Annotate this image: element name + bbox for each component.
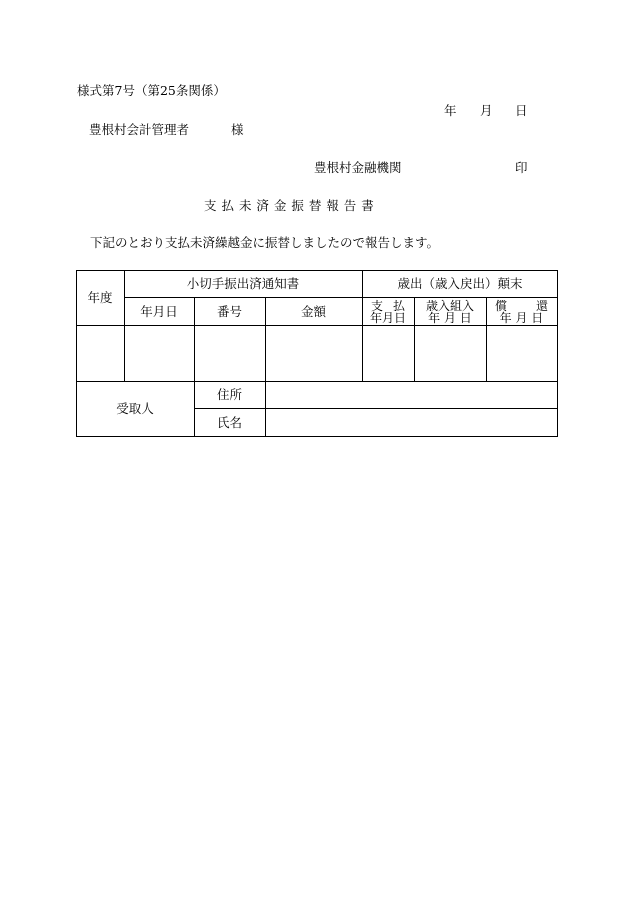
- header-repay-a: 償: [495, 299, 508, 313]
- header-treasury-record: 歳出（歳入戻出）顛末: [397, 276, 523, 291]
- header-revenue-date: [414, 298, 486, 326]
- name-label: 氏名: [216, 414, 242, 430]
- seal-mark: 印: [515, 160, 528, 175]
- date-day-label: 日: [515, 103, 528, 118]
- header-repay-b: 還: [535, 299, 548, 313]
- header-revenue-a: 歳入組入: [425, 299, 474, 313]
- header-revenue-b: 年 月 日: [428, 311, 472, 325]
- document-title: 支 払 未 済 金 振 替 報 告 書: [204, 198, 375, 213]
- header-number: 番号: [216, 303, 242, 319]
- sender-name: 豊根村金融機関: [314, 160, 402, 175]
- recipient-label: 受取人: [116, 401, 154, 416]
- addressee-name: 豊根村会計管理者: [89, 122, 190, 137]
- header-payment-b: 払: [392, 299, 405, 313]
- header-fiscal-year: 年度: [87, 290, 113, 305]
- body-text: 下記のとおり支払未済繰越金に振替しましたので報告します。: [90, 235, 440, 250]
- header-payment-c: 年月日: [369, 311, 406, 325]
- header-payment-a: 支: [371, 299, 384, 313]
- header-check-notice: 小切手振出済通知書: [186, 276, 300, 291]
- header-amount: 金額: [300, 303, 326, 319]
- date-year-label: 年: [444, 103, 457, 118]
- address-label: 住所: [216, 387, 242, 402]
- header-payment-date: [362, 298, 414, 326]
- form-number-label: 様式第7号（第25条関係）: [77, 83, 226, 98]
- header-date: 年月日: [140, 303, 178, 319]
- header-repay-c: 年 月 日: [499, 311, 544, 325]
- date-month-label: 月: [480, 103, 493, 118]
- header-repayment-date: [486, 298, 557, 326]
- addressee-honorific: 様: [231, 122, 244, 137]
